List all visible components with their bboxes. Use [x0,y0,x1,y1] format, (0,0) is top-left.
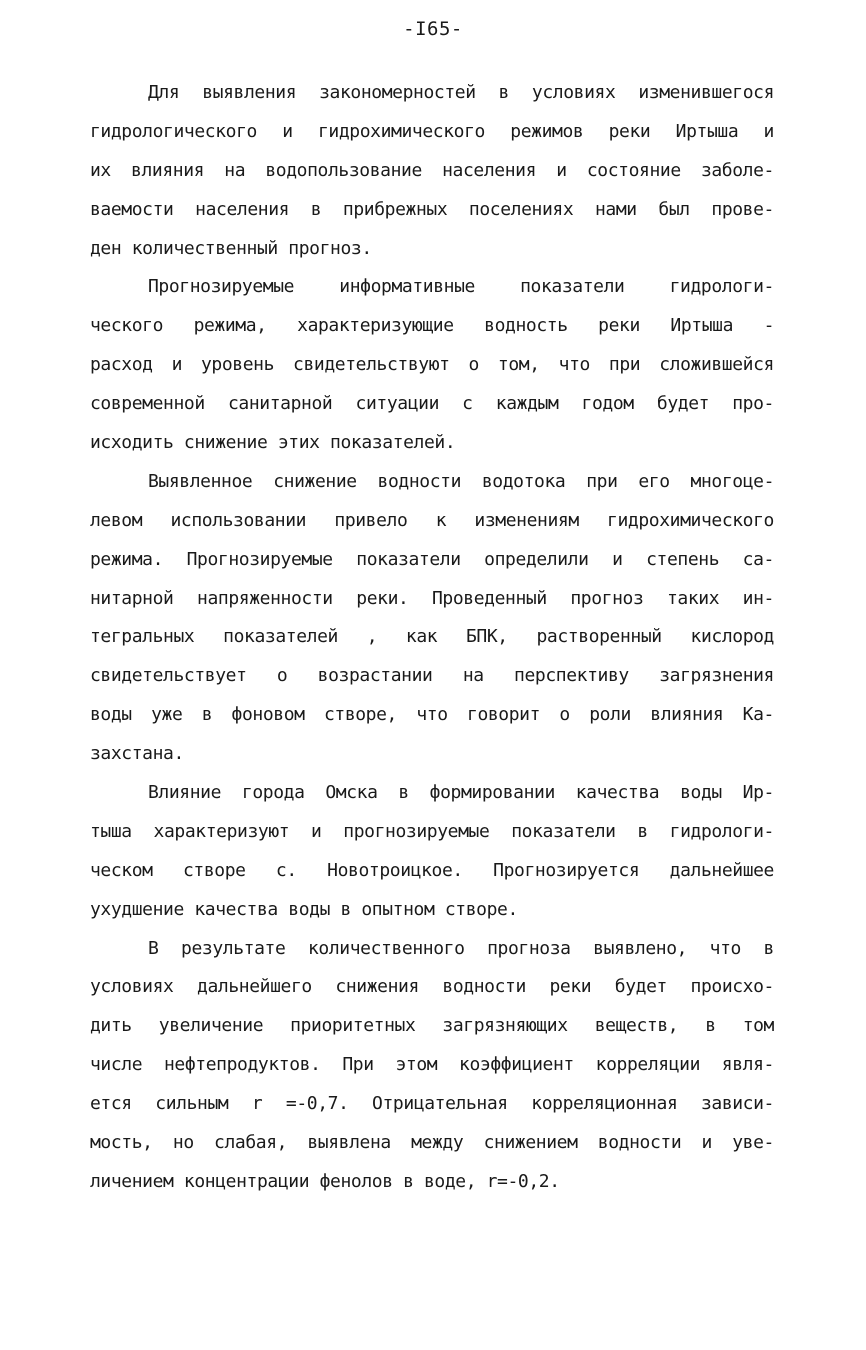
text-line: расход и уровень свидетельствуют о том, что при сложившейся [90,354,774,376]
text-line: исходить снижение этих показателей. [90,432,456,454]
page-number: -I65- [403,18,463,40]
text-line: режима. Прогнозируемые показатели определили и степень са- [90,548,774,570]
text-line: Для выявления закономерностей в условиях изменившегося [148,82,774,103]
paragraph-2 [90,268,774,462]
body-text [90,74,774,1202]
text-line: Влияние города Омска в формировании качества воды Ир- [148,782,774,804]
text-line: левом использовании привело к изменениям гидрохимического [90,509,774,531]
paragraph-5 [90,930,774,1202]
text-line: числе нефтепродуктов. При этом коэффициент корреляции явля- [90,1054,774,1076]
text-line: тыша характеризуют и прогнозируемые показатели в гидрологи- [90,820,774,842]
text-line: воды уже в фоновом створе, что говорит о роли влияния Ка- [90,704,774,726]
text-line: Прогнозируемые информативные показатели гидрологи- [148,276,774,298]
text-line: ческого режима, характеризующие водность реки Иртыша - [90,315,774,337]
text-line: мость, но слабая, выявлена между снижением водности и уве- [90,1132,774,1154]
text-line: ческом створе с. Новотроицкое. Прогнозируется дальнейшее [90,859,774,881]
text-line: захстана. [90,743,184,765]
paragraph-4 [90,774,774,930]
text-line: ухудшение качества воды в опытном створе. [90,898,518,920]
text-line: личением концентрации фенолов в воде, r=-0,2. [90,1170,560,1192]
text-line: современной санитарной ситуации с каждым годом будет про- [90,393,774,415]
paragraph-1 [90,74,774,268]
text-line: свидетельствует о возрастании на перспективу загрязнения [90,665,774,687]
text-line: ваемости населения в прибрежных поселениях нами был прове- [90,198,774,220]
text-line: их влияния на водопользование населения и состояние заболе- [90,159,774,181]
text-line: Выявленное снижение водности водотока при его многоце- [148,470,774,492]
text-line: ется сильным r =-0,7. Отрицательная корреляционная зависи- [90,1093,774,1115]
text-line: ден количественный прогноз. [90,237,372,259]
text-line: В результате количественного прогноза выявлено, что в [148,937,774,959]
text-line: гидрологического и гидрохимического режимов реки Иртыша и [90,120,774,142]
text-line: нитарной напряженности реки. Проведенный прогноз таких ин- [90,587,774,609]
text-line: дить увеличение приоритетных загрязняющих веществ, в том [90,1015,774,1037]
text-line: условиях дальнейшего снижения водности реки будет происхо- [90,976,774,998]
paragraph-3 [90,463,774,774]
text-line: тегральных показателей , как БПК, растворенный кислород [90,626,774,648]
